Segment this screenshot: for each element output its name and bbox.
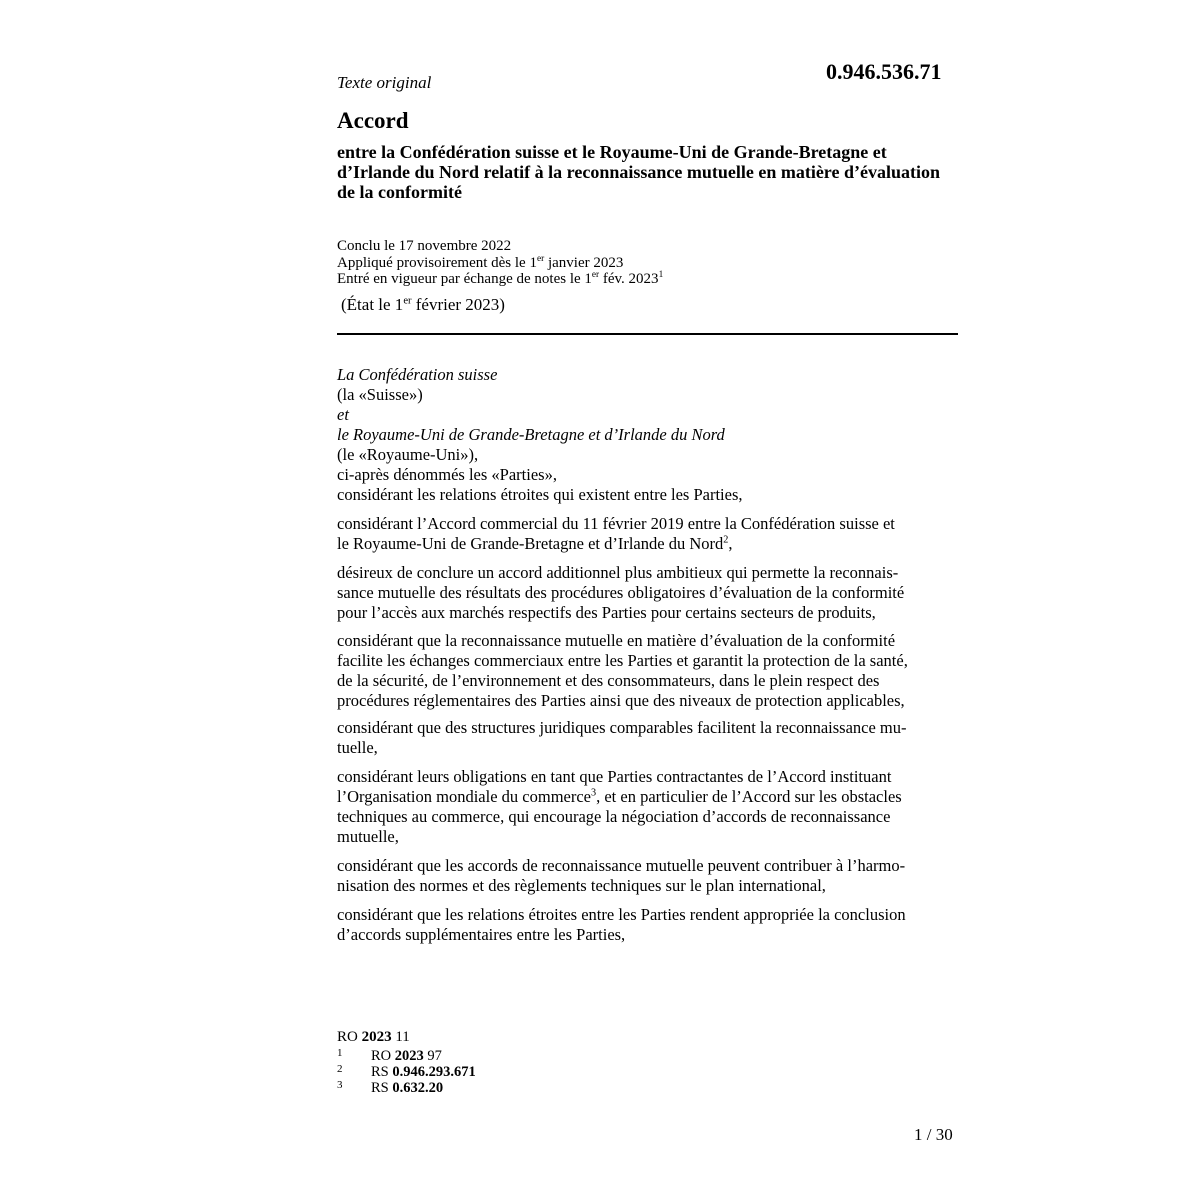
footnote-number: 2 xyxy=(337,1063,343,1075)
recital-paragraph: considérant que la reconnaissance mutuelle en matière d’évaluation de la conformité facilite les échanges commerciaux entre les Parties et garantit la protection de la santé, de la sécurité, de l’environnement et des consommateurs, dans le plein respect des procédures réglementaires des Parties ainsi que des niveaux de protection applicables, xyxy=(337,631,908,710)
document-subtitle: entre la Confédération suisse et le Royaume-Uni de Grande-Bretagne et d’Irlande du Nord relatif à la reconnaissance mutuelle en matière d’évaluation de la conformité xyxy=(337,142,940,202)
ro-reference: RO 2023 11 xyxy=(337,1029,410,1045)
recital-paragraph: considérant l’Accord commercial du 11 février 2019 entre la Confédération suisse et le Royaume-Uni de Grande-Bretagne et d’Irlande du Nord$^2$, xyxy=(337,514,895,553)
parties-definition: ci-après dénommés les «Parties», xyxy=(337,465,557,484)
preamble-block xyxy=(337,365,955,505)
sr-number: 0.946.536.71 xyxy=(826,59,942,84)
footnote-text[interactable]: RS 0.946.293.671 xyxy=(371,1064,476,1080)
footnote-ref-2[interactable]: 2 xyxy=(723,534,729,546)
recital-paragraph: considérant que les accords de reconnaissance mutuelle peuvent contribuer à l’harmo- nisation des normes et des règlements techniques sur le plan international, xyxy=(337,856,906,895)
party-1-name: La Confédération suisse xyxy=(337,365,498,384)
footnote-text[interactable]: RS 0.632.20 xyxy=(371,1080,444,1096)
page-number: 1 / 30 xyxy=(914,1125,953,1144)
recital-paragraph: désireux de conclure un accord additionnel plus ambitieux qui permette la reconnais- sance mutuelle des résultats des procédures obligatoires d’évaluation de la conformité pour l’accès aux marchés respectifs des Parties pour certains secteurs de produits, xyxy=(337,563,905,622)
conjunction: et xyxy=(337,405,349,424)
party-2-short: (le «Royaume-Uni»), xyxy=(337,445,479,464)
party-2-name: le Royaume-Uni de Grande-Bretagne et d’Irlande du Nord xyxy=(337,425,725,444)
document-title: Accord xyxy=(337,108,409,133)
recital-paragraph: considérant que les relations étroites entre les Parties rendent appropriée la conclusion d’accords supplémentaires entre les Parties, xyxy=(337,905,906,944)
recital-paragraph: considérant que des structures juridiques comparables facilitent la reconnaissance mu- tuelle, xyxy=(337,718,907,757)
footnote-number: 1 xyxy=(337,1047,343,1059)
recital-paragraph: considérant leurs obligations en tant que Parties contractantes de l’Accord instituant l’Organisation mondiale du commerce$^3$, et en particulier de l’Accord sur les obstacles techniques au commerce, qui encourage la négociation d’accords de reconnaissance mutuelle, xyxy=(337,767,902,846)
footnote-ref-1[interactable]: 1 xyxy=(658,270,664,280)
recital-close-relations: considérant les relations étroites qui existent entre les Parties, xyxy=(337,485,743,504)
footnote-text: RO 2023 97 xyxy=(371,1048,442,1064)
meta-entry-into-force: Entré en vigueur par échange de notes le 1er fév. 2023$^1$ xyxy=(337,270,664,287)
meta-concluded: Conclu le 17 novembre 2022 xyxy=(337,238,512,254)
party-1-short: (la «Suisse») xyxy=(337,385,423,404)
meta-provisional: Appliqué provisoirement dès le 1er janvier 2023 xyxy=(337,254,624,271)
horizontal-rule xyxy=(337,333,958,335)
footnote-number: 3 xyxy=(337,1079,343,1091)
meta-state: (État le 1er février 2023) xyxy=(341,295,505,314)
original-text-label: Texte original xyxy=(337,73,432,92)
footnote-ref-3[interactable]: 3 xyxy=(591,787,597,799)
